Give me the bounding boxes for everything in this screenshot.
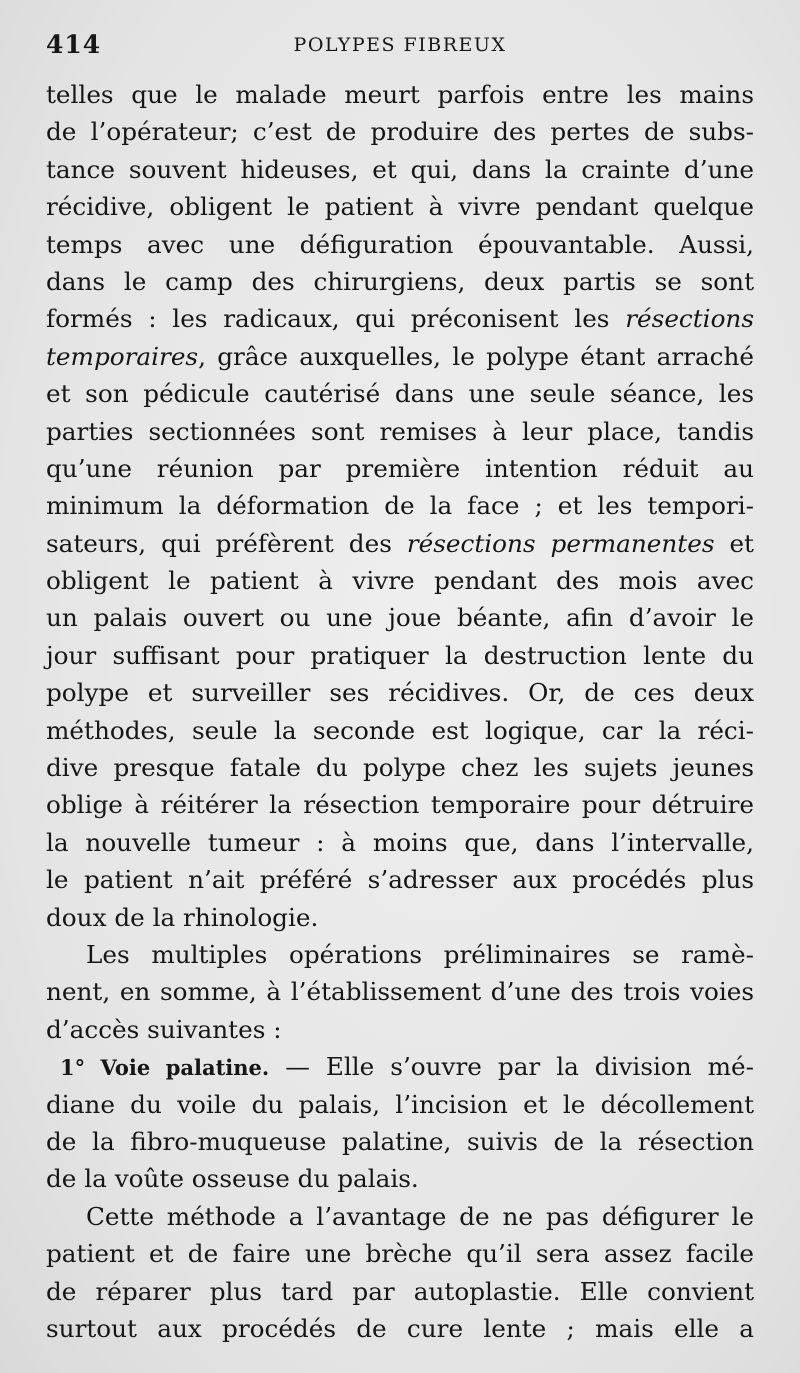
line-text: diane du voile du palais, l’incision et le décollement bbox=[46, 1089, 754, 1119]
text-line bbox=[46, 712, 754, 749]
italic-term: résections bbox=[625, 304, 754, 334]
text-line bbox=[46, 450, 754, 487]
line-text: patient et de faire une brèche qu’il sera assez facile bbox=[46, 1239, 754, 1269]
text-line bbox=[46, 1160, 754, 1197]
line-text: nent, en somme, à l’établissement d’une des trois voies bbox=[46, 977, 754, 1007]
text-line bbox=[46, 113, 754, 150]
text-line bbox=[46, 151, 754, 188]
text-line bbox=[46, 1048, 754, 1085]
line-text: minimum la déformation de la face ; et les tempori- bbox=[46, 491, 754, 521]
line-text: dans le camp des chirurgiens, deux partis se sont bbox=[46, 266, 754, 296]
line-text: — Elle s’ouvre par la division mé- bbox=[269, 1052, 755, 1082]
text-line bbox=[46, 1011, 754, 1048]
text-line bbox=[46, 674, 754, 711]
text-line bbox=[46, 861, 754, 898]
line-text: dive presque fatale du polype chez les sujets jeunes bbox=[46, 753, 754, 783]
line-text: obligent le patient à vivre pendant des mois avec bbox=[46, 566, 754, 596]
text-line bbox=[46, 1086, 754, 1123]
line-text: de réparer plus tard par autoplastie. Elle convient bbox=[46, 1276, 754, 1306]
line-text: le patient n’ait préféré s’adresser aux procédés plus bbox=[46, 865, 754, 895]
line-text: d’accès suivantes : bbox=[46, 1014, 282, 1044]
line-text: un palais ouvert ou une joue béante, afin d’avoir le bbox=[46, 603, 754, 633]
section-run-in: 1° Voie palatine. bbox=[60, 1055, 270, 1081]
text-line bbox=[46, 973, 754, 1010]
body-text bbox=[46, 76, 754, 1347]
text-line bbox=[46, 413, 754, 450]
text-line bbox=[46, 188, 754, 225]
line-text: et son pédicule cautérisé dans une seule séance, les bbox=[46, 379, 754, 409]
page-number: 414 bbox=[46, 30, 102, 59]
text-line bbox=[46, 899, 754, 936]
text-line bbox=[46, 749, 754, 786]
text-line bbox=[46, 1310, 754, 1347]
text-line bbox=[46, 300, 754, 337]
text-line bbox=[46, 375, 754, 412]
line-text: de la voûte osseuse du palais. bbox=[46, 1164, 419, 1194]
line-text: oblige à réitérer la résection temporaire pour détruire bbox=[46, 790, 754, 820]
text-line bbox=[46, 936, 754, 973]
italic-term: temporaires bbox=[46, 341, 199, 371]
page-header bbox=[46, 24, 754, 64]
text-line bbox=[46, 1198, 754, 1235]
text-line bbox=[46, 1273, 754, 1310]
line-text: parties sectionnées sont remises à leur place, tandis bbox=[46, 416, 754, 446]
line-text: telles que le malade meurt parfois entre les mains bbox=[46, 80, 754, 109]
italic-term: résections permanentes bbox=[406, 528, 715, 558]
line-text: surtout aux procédés de cure lente ; mais elle a bbox=[46, 1313, 754, 1343]
running-title: POLYPES FIBREUX bbox=[293, 34, 507, 56]
text-line bbox=[46, 263, 754, 300]
line-text: qu’une réunion par première intention réduit au bbox=[46, 453, 754, 483]
text-line bbox=[46, 824, 754, 861]
text-line bbox=[46, 338, 754, 375]
text-line bbox=[46, 599, 754, 636]
text-line bbox=[46, 1235, 754, 1272]
line-text: temps avec une défiguration épouvantable. Aussi, bbox=[46, 229, 754, 259]
text-line bbox=[46, 226, 754, 263]
text-line bbox=[46, 637, 754, 674]
line-text: récidive, obligent le patient à vivre pendant quelque bbox=[46, 192, 754, 222]
line-text: polype et surveiller ses récidives. Or, de ces deux bbox=[46, 678, 754, 708]
line-text: tance souvent hideuses, et qui, dans la crainte d’une bbox=[46, 154, 754, 184]
text-line bbox=[46, 487, 754, 524]
text-line bbox=[46, 786, 754, 823]
line-text: et bbox=[714, 528, 754, 558]
text-line bbox=[46, 76, 754, 113]
line-text: , grâce auxquelles, le polype étant arraché bbox=[198, 341, 754, 371]
line-text: formés : les radicaux, qui préconisent les bbox=[46, 304, 626, 334]
line-text: doux de la rhinologie. bbox=[46, 902, 319, 932]
line-text: Les multiples opérations préliminaires se ramè- bbox=[86, 939, 754, 969]
line-text: Cette méthode a l’avantage de ne pas défigurer le bbox=[86, 1201, 754, 1231]
text-line bbox=[46, 562, 754, 599]
line-text: jour suffisant pour pratiquer la destruction lente du bbox=[46, 640, 754, 670]
line-text: la nouvelle tumeur : à moins que, dans l’intervalle, bbox=[46, 827, 754, 857]
text-line bbox=[46, 1123, 754, 1160]
line-text: méthodes, seule la seconde est logique, car la réci- bbox=[46, 715, 754, 745]
text-line bbox=[46, 525, 754, 562]
line-text: de l’opérateur; c’est de produire des pertes de subs- bbox=[46, 117, 754, 147]
line-text: sateurs, qui préfèrent des bbox=[46, 528, 407, 558]
line-text: de la fibro-muqueuse palatine, suivis de la résection bbox=[46, 1126, 754, 1156]
